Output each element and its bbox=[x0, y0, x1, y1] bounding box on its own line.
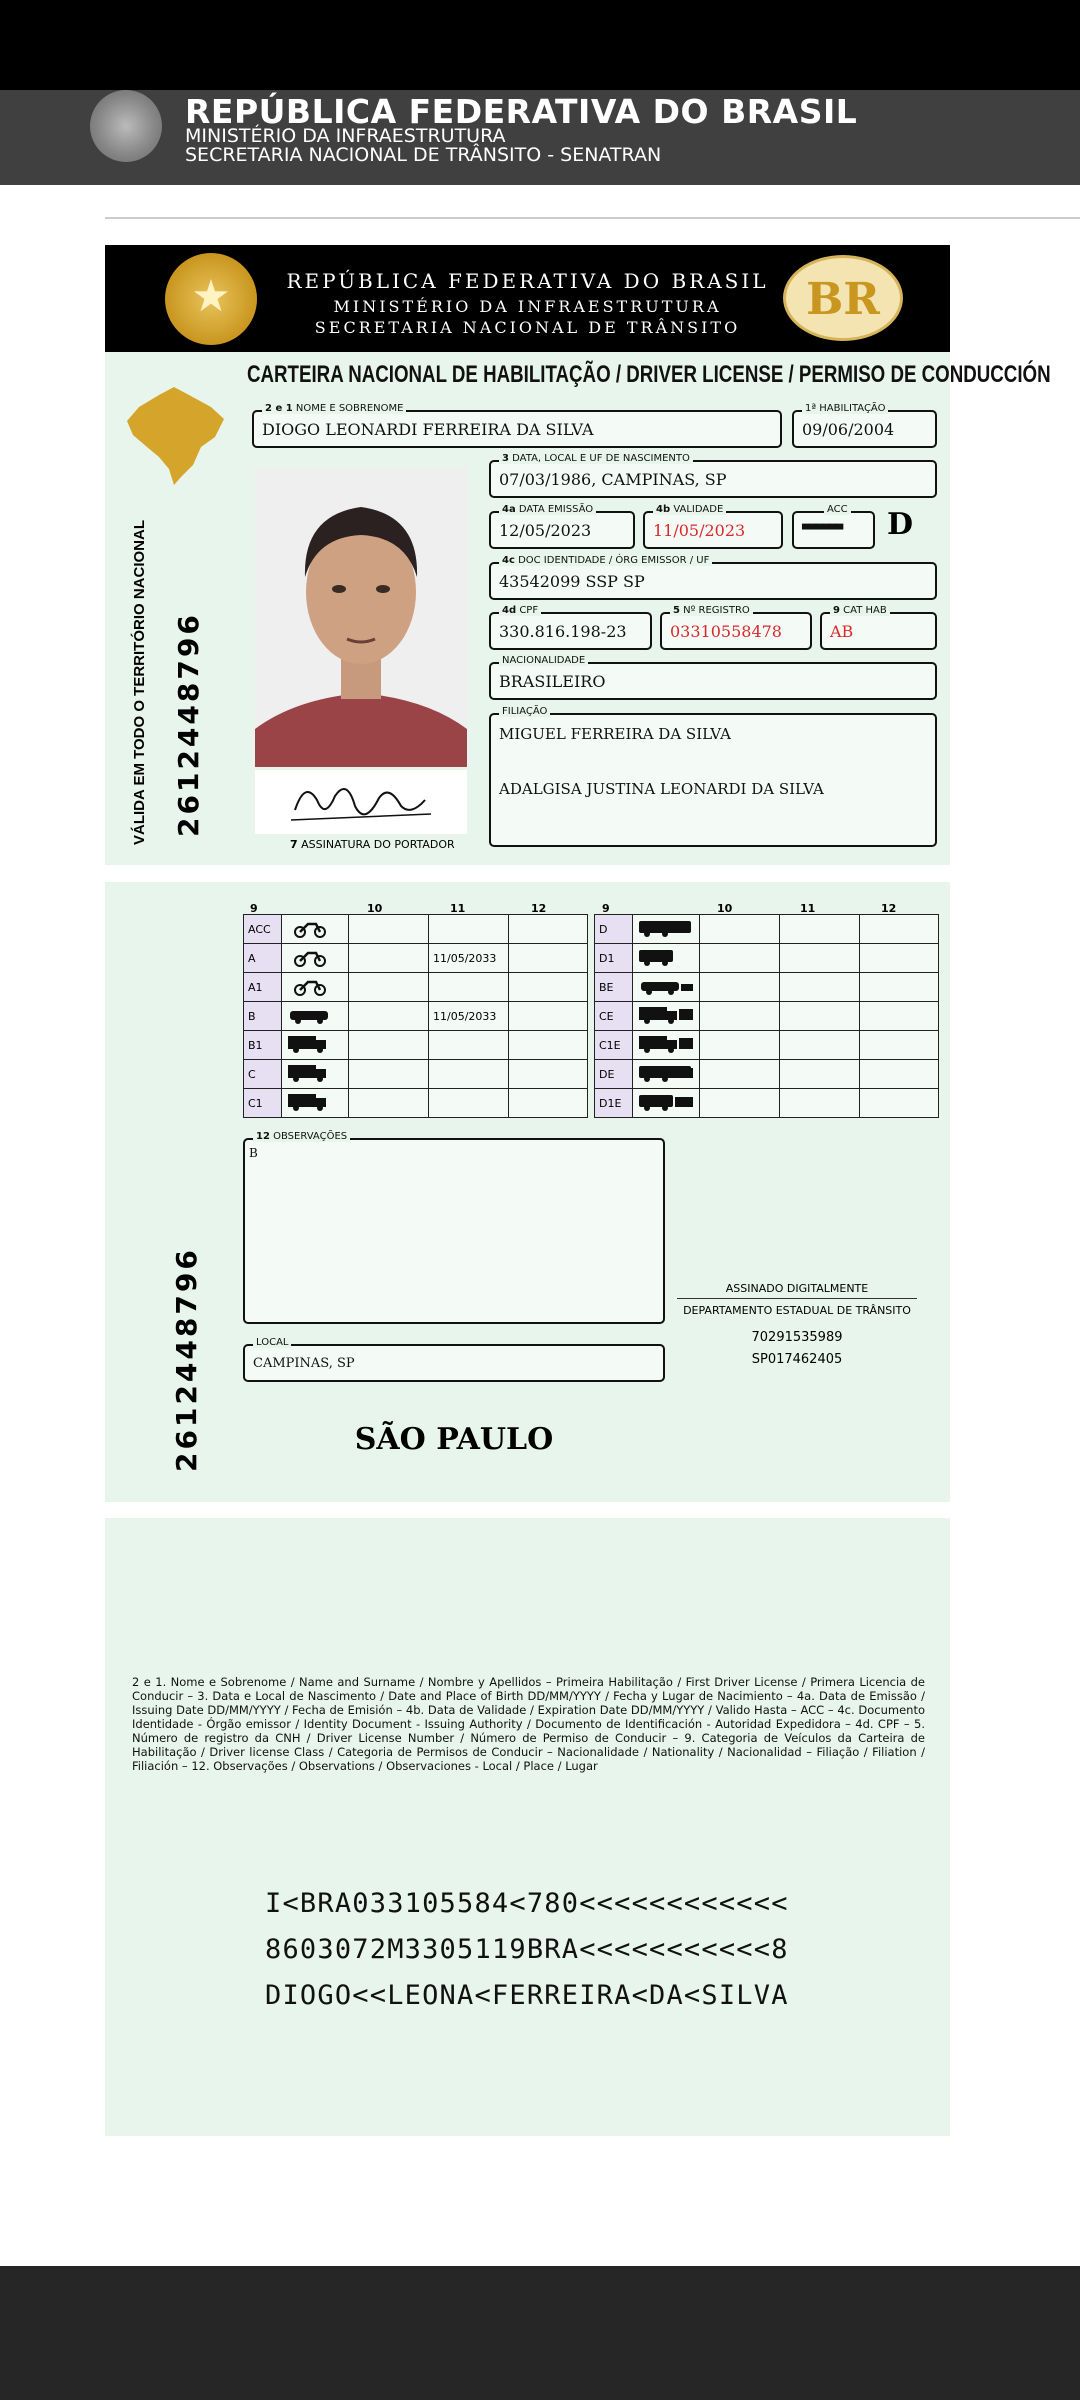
category-col-10 bbox=[700, 1060, 780, 1089]
birth-field: 3 DATA, LOCAL E UF DE NASCIMENTO 07/03/1986, CAMPINAS, SP bbox=[489, 460, 937, 498]
validity-field: 4b VALIDADE 11/05/2023 bbox=[643, 511, 783, 549]
category-row-b1 bbox=[244, 1031, 588, 1060]
doc-field: 4c DOC IDENTIDADE / ÓRG EMISSOR / UF 43542099 SSP SP bbox=[489, 562, 937, 600]
category-col-10 bbox=[349, 973, 429, 1002]
small-truck-icon bbox=[282, 1089, 349, 1118]
observations-value: B bbox=[249, 1146, 258, 1160]
category-table-right bbox=[594, 914, 939, 1118]
truck-trailer-icon bbox=[633, 1002, 700, 1031]
category-col-10 bbox=[349, 1060, 429, 1089]
category-value: AB bbox=[830, 622, 854, 641]
category-row-d1e bbox=[595, 1089, 939, 1118]
category-code: CE bbox=[595, 1002, 633, 1031]
category-col-11: 11/05/2033 bbox=[429, 1002, 509, 1031]
category-row-acc bbox=[244, 915, 588, 944]
cpf-value: 330.816.198-23 bbox=[499, 622, 627, 641]
category-col-11 bbox=[429, 1060, 509, 1089]
category-col-11 bbox=[780, 1060, 860, 1089]
moped-icon bbox=[282, 915, 349, 944]
signed-digitally: ASSINADO DIGITALMENTE bbox=[677, 1282, 917, 1299]
category-row-ce bbox=[595, 1002, 939, 1031]
side-validity-text: VÁLIDA EM TODO O TERRITÓRIO NACIONAL bbox=[131, 520, 148, 845]
category-row-d1 bbox=[595, 944, 939, 973]
category-col-11: 11/05/2033 bbox=[429, 944, 509, 973]
category-col-10 bbox=[700, 915, 780, 944]
category-col-10 bbox=[700, 1089, 780, 1118]
birth-value: 07/03/1986, CAMPINAS, SP bbox=[499, 470, 727, 489]
category-row-be bbox=[595, 973, 939, 1002]
license-front bbox=[105, 245, 1051, 865]
category-col-10 bbox=[349, 1002, 429, 1031]
card-header bbox=[105, 245, 950, 352]
category-col-10 bbox=[700, 944, 780, 973]
category-table-left bbox=[243, 914, 588, 1118]
col-header: 12 bbox=[881, 902, 897, 915]
category-col-12 bbox=[860, 915, 939, 944]
category-row-a1 bbox=[244, 973, 588, 1002]
category-col-12 bbox=[509, 973, 588, 1002]
name-value: DIOGO LEONARDI FERREIRA DA SILVA bbox=[262, 420, 594, 439]
light-truck-icon bbox=[282, 1031, 349, 1060]
header-ministry: MINISTÉRIO DA INFRAESTRUTURA bbox=[185, 125, 506, 147]
category-col-12 bbox=[509, 1060, 588, 1089]
category-col-10 bbox=[700, 1031, 780, 1060]
car-icon bbox=[282, 1002, 349, 1031]
category-col-12 bbox=[509, 1031, 588, 1060]
car-trailer-icon bbox=[633, 973, 700, 1002]
col-header: 9 bbox=[250, 902, 258, 915]
mother-value: ADALGISA JUSTINA LEONARDI DA SILVA bbox=[499, 780, 824, 798]
nationality-field: NACIONALIDADE BRASILEIRO bbox=[489, 662, 937, 700]
category-col-10 bbox=[349, 1031, 429, 1060]
first-license-value: 09/06/2004 bbox=[802, 420, 895, 439]
category-code: C1 bbox=[244, 1089, 282, 1118]
divider bbox=[105, 217, 1080, 219]
mrz-panel bbox=[105, 1518, 950, 2136]
card-title: CARTEIRA NACIONAL DE HABILITAÇÃO / DRIVER LICENSE / PERMISO DE CONDUCCIÓN bbox=[247, 361, 1051, 388]
col-header: 12 bbox=[531, 902, 547, 915]
category-code: DE bbox=[595, 1060, 633, 1089]
category-col-12 bbox=[860, 1031, 939, 1060]
back-side-number: 2612448796 bbox=[170, 1247, 203, 1472]
col-header: 9 bbox=[602, 902, 610, 915]
category-col-12 bbox=[860, 1002, 939, 1031]
category-code: C1E bbox=[595, 1031, 633, 1060]
cpf-field: 4d CPF 330.816.198-23 bbox=[489, 612, 652, 650]
category-code: ACC bbox=[244, 915, 282, 944]
category-col-11 bbox=[780, 1031, 860, 1060]
mrz-line-1: I<BRA033105584<780<<<<<<<<<<<< bbox=[265, 1888, 789, 1919]
mrz-line-2: 8603072M3305119BRA<<<<<<<<<<<8 bbox=[265, 1934, 789, 1965]
category-code: B bbox=[244, 1002, 282, 1031]
card-header-line2: MINISTÉRIO DA INFRAESTRUTURA bbox=[333, 297, 722, 316]
category-col-12 bbox=[509, 1089, 588, 1118]
signature bbox=[255, 770, 467, 834]
validity-value: 11/05/2023 bbox=[653, 521, 746, 540]
category-col-11 bbox=[780, 973, 860, 1002]
category-col-12 bbox=[860, 973, 939, 1002]
doc-value: 43542099 SSP SP bbox=[499, 572, 645, 591]
filiation-field: FILIAÇÃO MIGUEL FERREIRA DA SILVA ADALGISA JUSTINA LEONARDI DA SILVA bbox=[489, 713, 937, 847]
first-license-field: 1ª HABILITAÇÃO 09/06/2004 bbox=[792, 410, 937, 448]
br-badge-icon: BR bbox=[783, 255, 903, 341]
category-col-12 bbox=[509, 915, 588, 944]
minibus-trailer-icon bbox=[633, 1089, 700, 1118]
col-header: 10 bbox=[367, 902, 383, 915]
status-bar bbox=[0, 0, 1080, 90]
card-header-line3: SECRETARIA NACIONAL DE TRÂNSITO bbox=[314, 318, 741, 337]
category-col-11 bbox=[780, 915, 860, 944]
holder-photo bbox=[255, 467, 467, 767]
code-1: 70291535989 bbox=[751, 1330, 843, 1345]
license-back bbox=[105, 882, 950, 1502]
brazil-map-icon bbox=[119, 377, 229, 487]
category-col-10 bbox=[349, 915, 429, 944]
category-col-12 bbox=[509, 944, 588, 973]
nationality-value: BRASILEIRO bbox=[499, 672, 606, 691]
name-field: 2 e 1 NOME E SOBRENOME DIOGO LEONARDI FERREIRA DA SILVA bbox=[252, 410, 782, 448]
category-row-c bbox=[244, 1060, 588, 1089]
bus-icon bbox=[633, 915, 700, 944]
registro-field: 5 Nº REGISTRO 03310558478 bbox=[660, 612, 812, 650]
app-header bbox=[0, 90, 1080, 185]
col-header: 10 bbox=[717, 902, 733, 915]
category-code: D1 bbox=[595, 944, 633, 973]
scooter-icon bbox=[282, 973, 349, 1002]
registro-value: 03310558478 bbox=[670, 622, 782, 641]
motorcycle-icon bbox=[282, 944, 349, 973]
header-title: REPÚBLICA FEDERATIVA DO BRASIL bbox=[185, 92, 858, 131]
bus-trailer-icon bbox=[633, 1060, 700, 1089]
legend-text: 2 e 1. Nome e Sobrenome / Name and Surname / Nombre y Apellidos – Primeira Habilitação / First Driver License / Primera Licencia de Conducir – 3. Data e Local de Nascimento / Date and Place of Birth DD/MM/YYYY / Fecha y Lugar de Nacimiento – 4a. Data de Emissão / Issuing Date DD/MM/YYYY / Fecha de Emisión – 4b. Data de Validade / Expiration Date DD/MM/YYYY / Valido Hasta – ACC – 4c. Documento Identidade - Órgão emissor / Identity Document - Issuing Authority / Documento de Identificación - Autoridad Expedidora – 4d. CPF – 5. Número de registro da CNH / Driver License Number / Número de Permiso de Conducir – 9. Categoria de Veículos da Carteira de Habilitação / Driver license Class / Categoria de Permisos de Conducir – Nacionalidade / Nationality / Nacionalidad – Filiação / Filiation / Filiación – 12. Observações / Observations / Observaciones - Local / Place / Lugar bbox=[132, 1675, 925, 1773]
small-truck-trailer-icon bbox=[633, 1031, 700, 1060]
issue-date-value: 12/05/2023 bbox=[499, 521, 592, 540]
category-col-11 bbox=[429, 1031, 509, 1060]
category-col-12 bbox=[509, 1002, 588, 1031]
col-header: 11 bbox=[800, 902, 816, 915]
category-code: D bbox=[595, 915, 633, 944]
truck-icon bbox=[282, 1060, 349, 1089]
category-code: B1 bbox=[244, 1031, 282, 1060]
category-row-de bbox=[595, 1060, 939, 1089]
col-header: 11 bbox=[450, 902, 466, 915]
category-code: A bbox=[244, 944, 282, 973]
acc-letter: D bbox=[887, 507, 914, 542]
category-code: BE bbox=[595, 973, 633, 1002]
category-row-b bbox=[244, 1002, 588, 1031]
category-col-11 bbox=[429, 915, 509, 944]
category-col-11 bbox=[780, 1089, 860, 1118]
category-row-a bbox=[244, 944, 588, 973]
category-row-c1 bbox=[244, 1089, 588, 1118]
acc-field: ACC ▀▀▀▀▀▀ bbox=[792, 511, 875, 549]
issue-date-field: 4a DATA EMISSÃO 12/05/2023 bbox=[489, 511, 635, 549]
category-code: C bbox=[244, 1060, 282, 1089]
mrz-line-3: DIOGO<<LEONA<FERREIRA<DA<SILVA bbox=[265, 1980, 789, 2011]
local-value: CAMPINAS, SP bbox=[253, 1356, 355, 1371]
category-row-c1e bbox=[595, 1031, 939, 1060]
category-field: 9 CAT HAB AB bbox=[820, 612, 937, 650]
observations-field: 12 OBSERVAÇÕES B bbox=[243, 1138, 665, 1324]
department: DEPARTAMENTO ESTADUAL DE TRÂNSITO bbox=[683, 1304, 911, 1317]
signature-label: 7 ASSINATURA DO PORTADOR bbox=[290, 838, 455, 851]
state-name: SÃO PAULO bbox=[354, 1422, 554, 1457]
acc-value: ▀▀▀▀▀▀ bbox=[802, 525, 843, 536]
minibus-icon bbox=[633, 944, 700, 973]
code-2: SP017462405 bbox=[751, 1352, 843, 1367]
card-header-line1: REPÚBLICA FEDERATIVA DO BRASIL bbox=[286, 269, 769, 293]
category-col-12 bbox=[860, 1089, 939, 1118]
category-col-11 bbox=[780, 1002, 860, 1031]
brazil-coat-of-arms-icon bbox=[90, 90, 162, 162]
category-col-10 bbox=[700, 1002, 780, 1031]
category-col-10 bbox=[700, 973, 780, 1002]
father-value: MIGUEL FERREIRA DA SILVA bbox=[499, 725, 731, 743]
category-col-10 bbox=[349, 1089, 429, 1118]
coat-of-arms-icon: ★ bbox=[165, 253, 257, 345]
local-field: LOCAL CAMPINAS, SP bbox=[243, 1344, 665, 1382]
category-col-12 bbox=[860, 1060, 939, 1089]
navigation-bar bbox=[0, 2266, 1080, 2400]
category-col-10 bbox=[349, 944, 429, 973]
category-row-d bbox=[595, 915, 939, 944]
header-secretariat: SECRETARIA NACIONAL DE TRÂNSITO - SENATRAN bbox=[185, 144, 662, 166]
category-col-12 bbox=[860, 944, 939, 973]
side-license-number: 2612448796 bbox=[172, 612, 205, 837]
category-code: D1E bbox=[595, 1089, 633, 1118]
category-col-11 bbox=[429, 1089, 509, 1118]
category-code: A1 bbox=[244, 973, 282, 1002]
category-col-11 bbox=[429, 973, 509, 1002]
category-col-11 bbox=[780, 944, 860, 973]
